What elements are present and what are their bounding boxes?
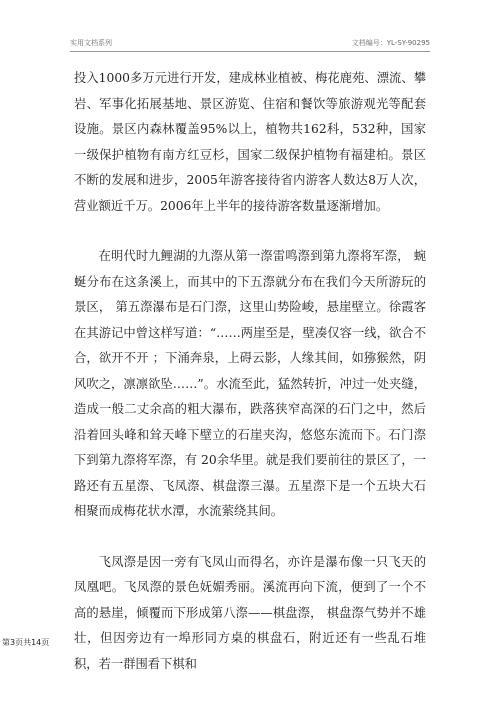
paragraph-spacer	[74, 219, 426, 244]
header-series-title: 实用文档系列	[70, 39, 112, 47]
paragraph-3: 飞凤漈是因一旁有飞凤山而得名，亦许是瀑布像一只飞天的凤凰吧。飞凤漈的景色妩媚秀丽。溪流再向下流，便到了一个不高的悬崖，倾覆而下形成第八漈——棋盘漈， 棋盘漈气势并不雄壮，但因旁边有一埠形同方桌的棋盘石，附近还有一些乱石堆积，若一群围看下棋和	[74, 554, 426, 671]
header-document-number: 文档编号：YL-SY-90295	[351, 39, 430, 47]
paragraph-2: 在明代时九鲤湖的九漈从第一漈雷鸣漈到第九漈将军漈， 蜿蜒分布在这条溪上，而其中的下五漈就分布在我们今天所游玩的景区， 第五漈瀑布是石门漈，这里山势险峻，悬崖壁立。徐霞客在其游记中曾这样写道：“……两崖至是，壁凑仅容一线，欲合不合，欲开不开 ；下涌奔泉，上碍云影，人缘其间，如猕猴然，阴风吹之，凛凛欲坠……”。水流至此，猛然转折，冲过一处夹缝，造成一般二丈余高的粗大瀑布，跌落狭窄高深的石门之中，然后沿着回头峰和耸天峰下壁立的石崖夹沟，悠悠东流而下。石门漈下到第九漈将军漈，有 20余华里。就是我们要前往的景区了，一路还有五星漈、飞凤漈、棋盘漈三瀑。五星漈下是一个五块大石相聚而成梅花状水潭，水流萦绕其间。	[74, 249, 426, 518]
document-body	[74, 66, 426, 677]
paragraph-1: 投入1000多万元进行开发，建成林业植被、梅花鹿苑、漂流、攀岩、军事化拓展基地、景区游览、住宿和餐饮等旅游观光等配套设施。景区内森林覆盖95%以上，植物共162科，532种，国家一级保护植物有南方红豆杉，国家二级保护植物有福建柏。景区不断的发展和进步，2005年游客接待省内游客人数达8万人次，营业额近千万。2006年上半年的接待游客数量逐渐增加。	[74, 71, 426, 213]
paragraph-spacer	[74, 525, 426, 550]
header-divider	[70, 51, 430, 52]
page-header	[70, 38, 430, 52]
page-number: 第3页共14页	[2, 638, 50, 647]
